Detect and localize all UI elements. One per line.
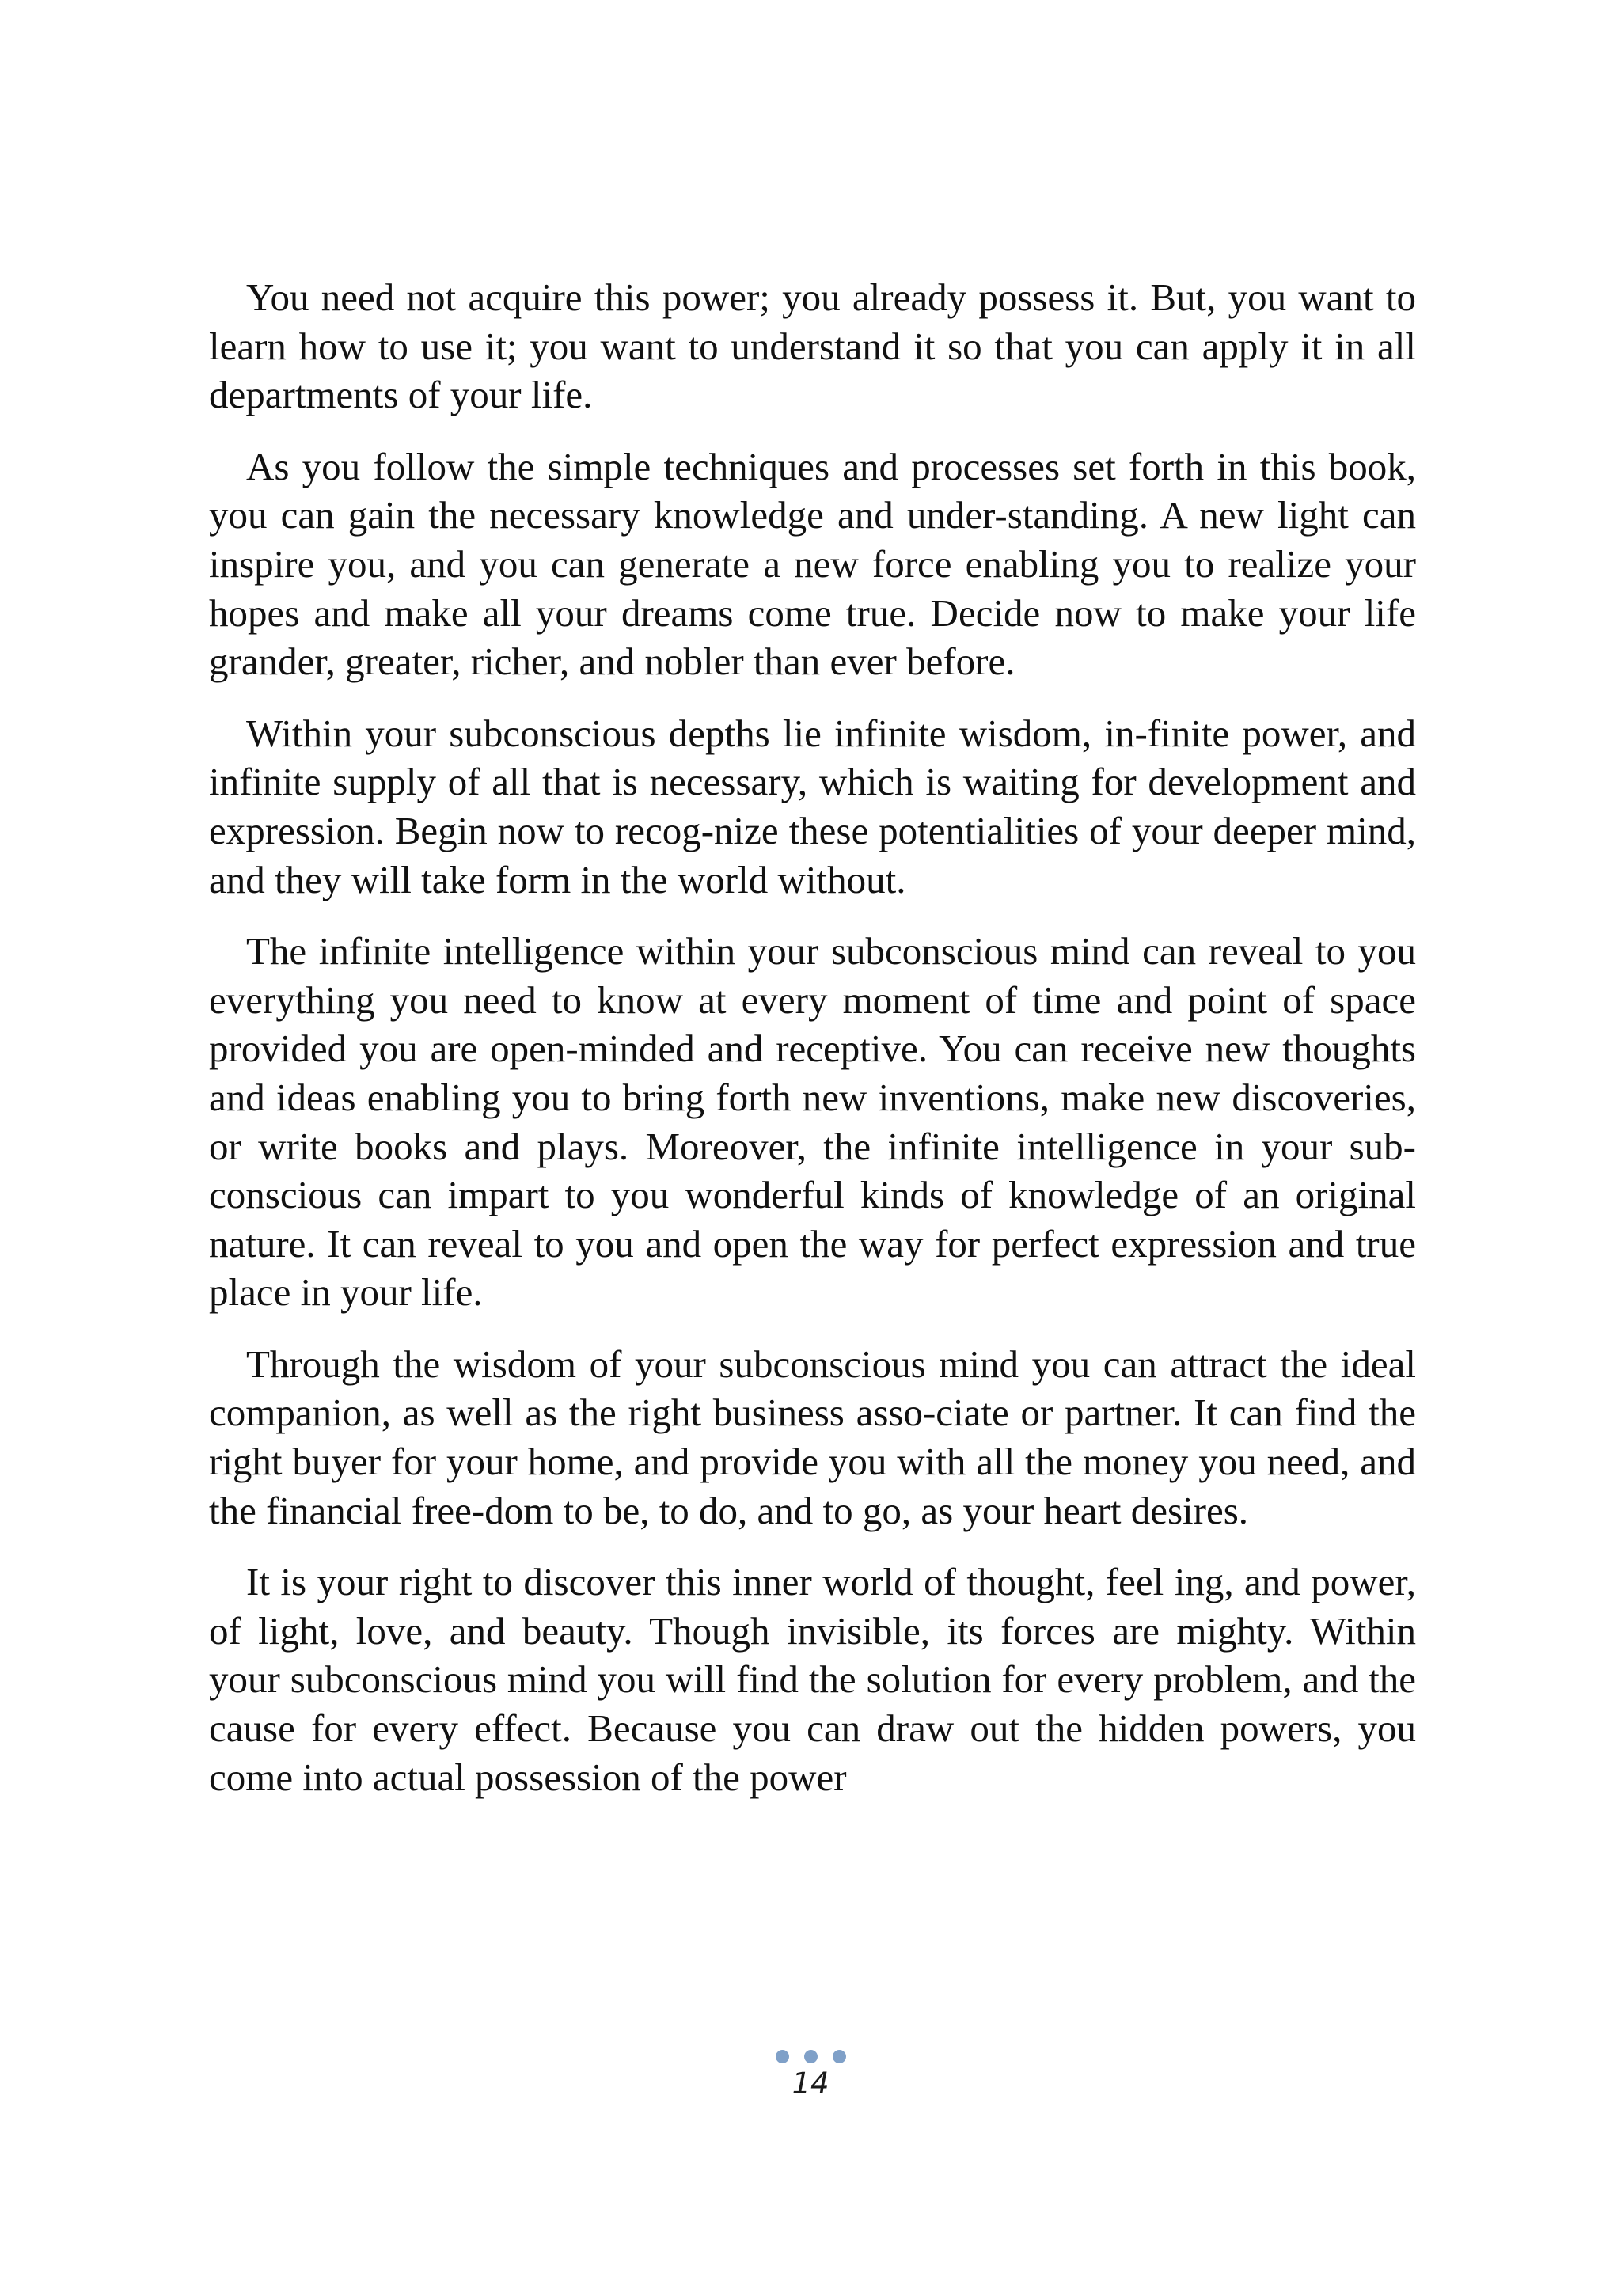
paragraph-4: The infinite intelligence within your subconscious mind can reveal to you everything you need to know at every moment of time and point of space provided you are open-minded and receptive. You can receive new thoughts and ideas enabling you to bring forth new inventions, make new discoveries, or write books and plays. Moreover, the infinite intelligence in your sub-conscious can impart to you wonderful kinds of knowledge of an original nature. It can reveal to you and open the way for perfect expression and true place in your life. <box>209 929 1416 1315</box>
paragraph-5: Through the wisdom of your subconscious mind you can attract the ideal companion, as well as the right business asso-ciate or partner. It can find the right buyer for your home, and provide you with all the money you need, and the financial free-dom to be, to do, and to go, as your heart desires. <box>209 1342 1416 1532</box>
paragraph-3: Within your subconscious depths lie infinite wisdom, in-finite power, and infinite supply of all that is necessary, which is waiting for development and expression. Begin now to recog-nize these potentialities of your deeper mind, and they will take form in the world without. <box>209 711 1416 901</box>
ornament-dot-icon <box>776 2050 789 2063</box>
page-footer <box>731 2048 890 2100</box>
paragraph-1: You need not acquire this power; you already possess it. But, you want to learn how to use it; you want to understand it so that you can apply it in all departments of your life. <box>209 275 1416 417</box>
ornament-dot-icon <box>804 2050 818 2063</box>
paragraph-6: It is your right to discover this inner world of thought, feel ing, and power, of light, love, and beauty. Though invisible, its forces are mighty. Within your subconscious mind you will find the solution for every problem, and the cause for every effect. Because you can draw out the hidden powers, you come into actual possession of the power <box>209 1560 1416 1799</box>
body-text <box>209 273 1416 1801</box>
paragraph-2: As you follow the simple techniques and processes set forth in this book, you can gain the necessary knowledge and under-standing. A new light can inspire you, and you can generate a new force enabling you to realize your hopes and make all your dreams come true. Decide now to make your life grander, greater, richer, and nobler than ever before. <box>209 444 1416 684</box>
ornament-dot-icon <box>833 2050 846 2063</box>
page-number: 14 <box>792 2066 829 2101</box>
footer-ornament <box>731 2048 890 2064</box>
